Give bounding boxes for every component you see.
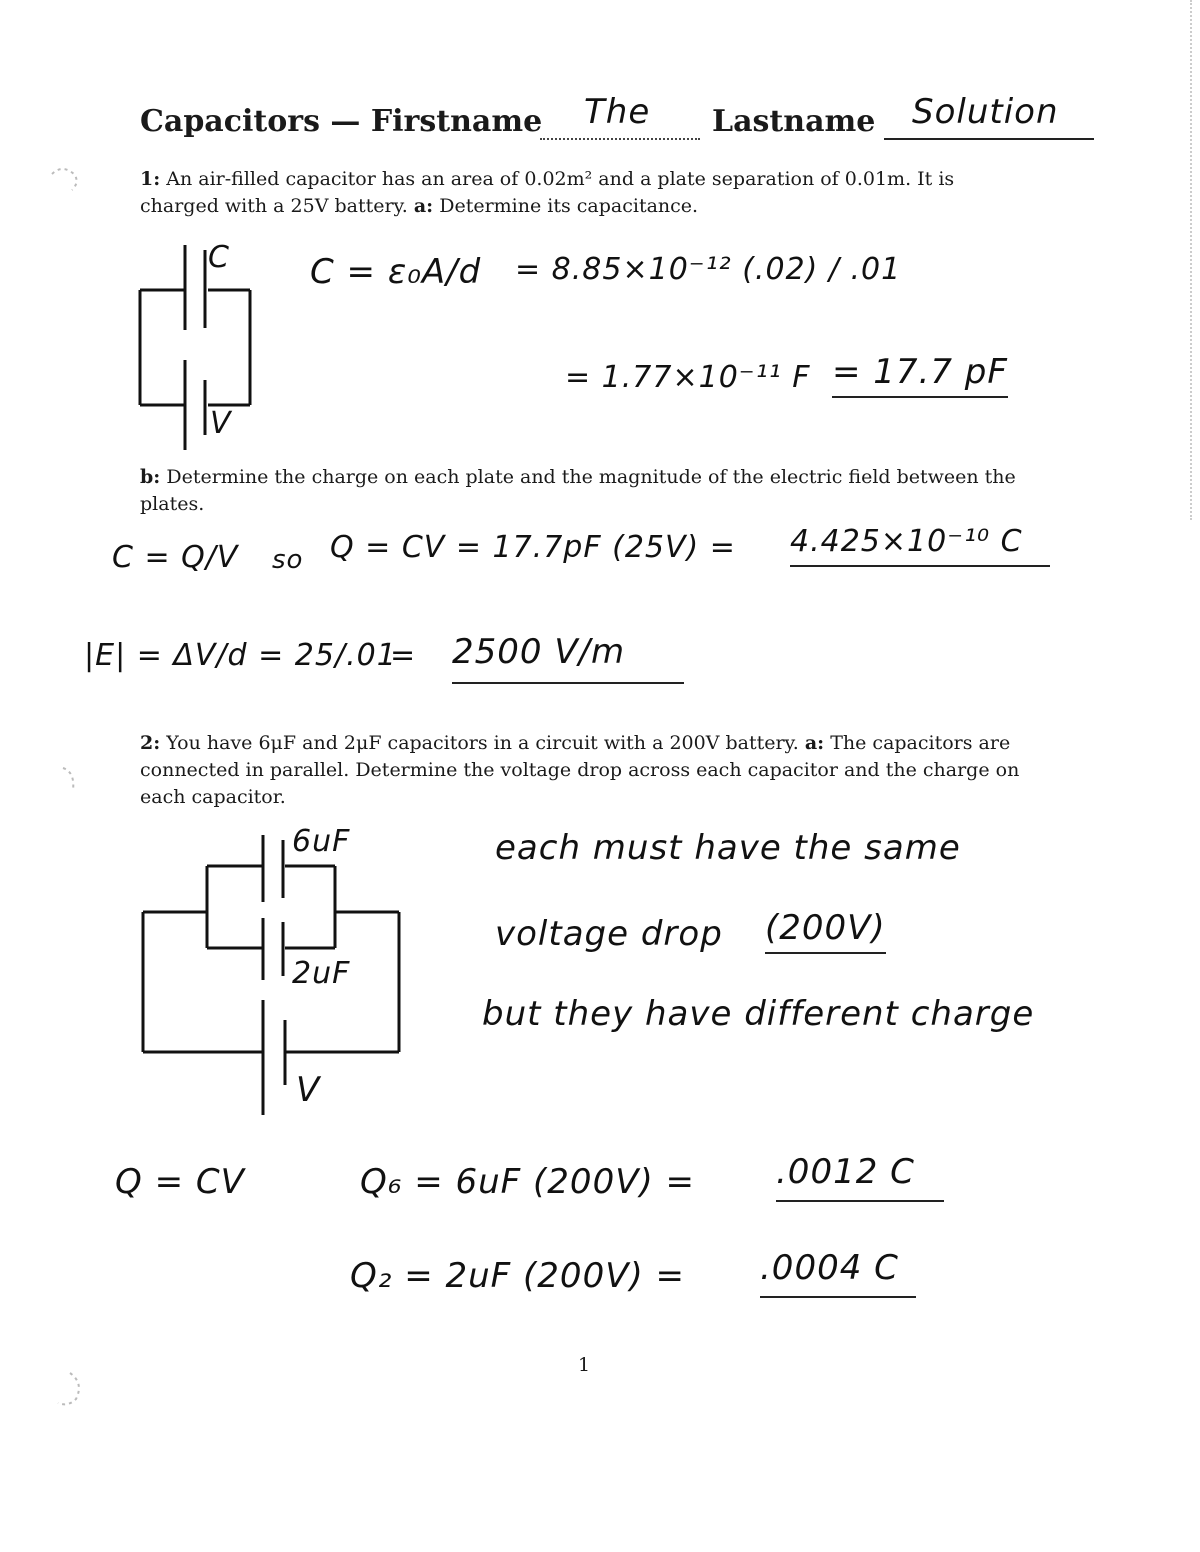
problem-2-number: 2: — [140, 732, 161, 754]
work-1a-substitution: = 8.85×10⁻¹² (.02) / .01 — [515, 252, 902, 287]
scan-edge-mark — [1190, 0, 1193, 520]
scan-hole-mark-2 — [55, 760, 95, 800]
problem-2-statement — [140, 730, 1030, 811]
problem-2a-text: The capacitors are connected in parallel. Determine the voltage drop across each capacitor and the charge on each capacitor. — [140, 732, 1020, 808]
work-2-q6: Q₆ = 6uF (200V) = — [360, 1162, 696, 1202]
problem-1-text: An air-filled capacitor has an area of 0.02m² and a plate separation of 0.01m. It is charged with a 25V battery. — [140, 168, 955, 217]
problem-1-number: 1: — [140, 168, 161, 190]
problem-1b-statement — [140, 464, 1030, 518]
note-line-3: but they have different charge — [482, 994, 1035, 1034]
circuit-2-cap2-label: 2uF — [292, 956, 351, 991]
work-1b-charge: Q = CV = 17.7pF (25V) = — [330, 530, 736, 565]
problem-2-text: You have 6μF and 2μF capacitors in a circuit with a 200V battery. — [166, 732, 799, 754]
answer-2-q2: .0004 C — [760, 1248, 916, 1298]
page-title — [140, 104, 542, 139]
circuit-2-cap1-label: 6uF — [292, 824, 351, 859]
firstname-value: The — [584, 92, 651, 132]
circuit-2-diagram — [135, 830, 415, 1120]
problem-1-statement — [140, 166, 1030, 220]
page-number: 1 — [578, 1354, 591, 1376]
circuit-1-capacitor-label: C — [208, 240, 230, 275]
note-line-2b: (200V) — [765, 908, 886, 954]
work-1a-result: = 1.77×10⁻¹¹ F — [565, 360, 811, 395]
firstname-field — [540, 92, 700, 140]
work-2-formula: Q = CV — [115, 1162, 245, 1202]
circuit-2-battery-label: V — [296, 1070, 321, 1110]
problem-1b-label: b: — [140, 466, 161, 488]
scan-hole-mark-1 — [40, 160, 100, 200]
circuit-1-battery-label: V — [210, 406, 232, 441]
answer-1b-charge: 4.425×10⁻¹⁰ C — [790, 524, 1050, 567]
work-1b-so: so — [272, 545, 304, 575]
title-text: Capacitors — Firstname — [140, 104, 543, 139]
problem-1a-text: Determine its capacitance. — [439, 195, 699, 217]
circuit-1-diagram — [130, 240, 270, 455]
work-1b-relation: C = Q/V — [112, 540, 239, 575]
lastname-value: Solution — [912, 92, 1059, 132]
answer-1b-field: 2500 V/m — [452, 632, 684, 684]
answer-1a: = 17.7 pF — [832, 352, 1008, 398]
work-2-q2: Q₂ = 2uF (200V) = — [350, 1256, 686, 1296]
scan-hole-mark-3 — [50, 1365, 100, 1415]
problem-1a-label: a: — [413, 195, 434, 217]
work-1a-formula: C = ε₀A/d — [310, 252, 482, 292]
lastname-field — [884, 92, 1094, 140]
answer-2-q6: .0012 C — [776, 1152, 944, 1202]
work-1b-field: |E| = ΔV/d = 25/.01 — [84, 638, 397, 673]
note-line-2a: voltage drop — [495, 914, 723, 954]
note-line-1: each must have the same — [495, 828, 961, 868]
work-1b-equals: = — [390, 638, 417, 673]
lastname-label: Lastname — [712, 104, 876, 139]
problem-2a-label: a: — [804, 732, 825, 754]
problem-1b-text: Determine the charge on each plate and the magnitude of the electric field between the plates. — [140, 466, 1016, 515]
